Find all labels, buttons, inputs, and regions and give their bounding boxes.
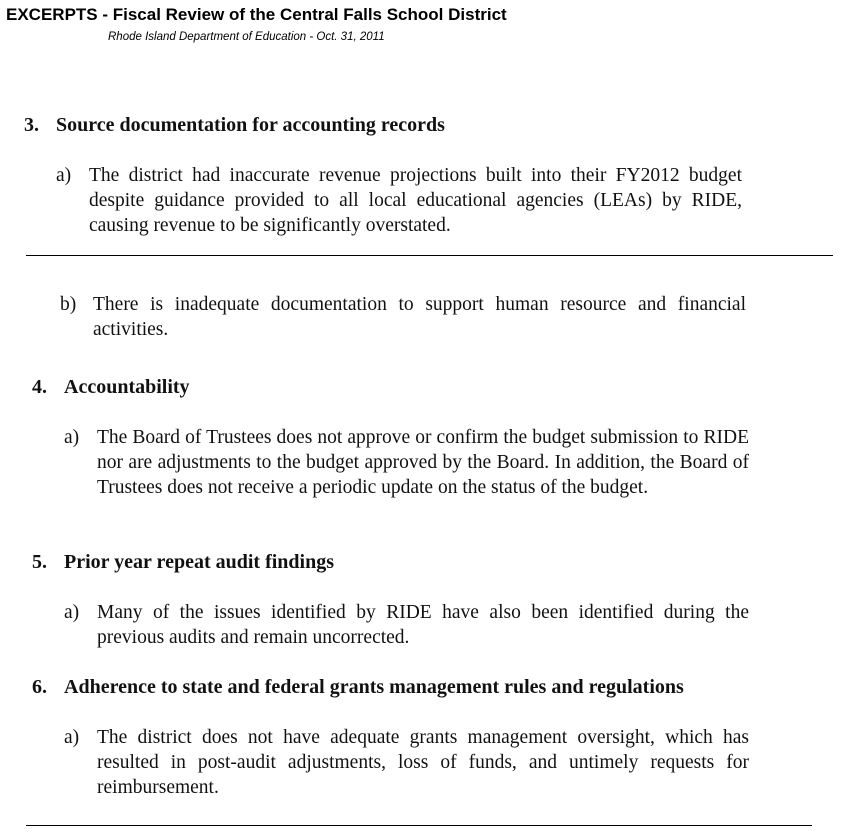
item-text: The district does not have adequate grants management oversight, which has resulted in post-audit adjustments, loss of funds, and untimely requests for reimbursement.	[97, 727, 749, 798]
section-number: 3.	[24, 114, 39, 136]
item-text: Many of the issues identified by RIDE have also been identified during the previous audits and remain uncorrected.	[97, 602, 749, 648]
list-item	[64, 725, 749, 800]
page-subtitle: Rhode Island Department of Education - Oct. 31, 2011	[108, 31, 385, 43]
item-letter: b)	[60, 294, 77, 315]
section-number: 5.	[32, 551, 47, 573]
section-number: 4.	[32, 376, 47, 398]
section-title: Prior year repeat audit findings	[64, 551, 334, 573]
item-letter: a)	[64, 727, 80, 748]
list-item	[64, 425, 749, 500]
section-3-heading	[24, 114, 445, 137]
list-item	[60, 292, 746, 342]
section-number: 6.	[32, 676, 47, 698]
page-title: EXCERPTS - Fiscal Review of the Central Falls School District	[6, 5, 507, 24]
item-text: There is inadequate documentation to support human resource and financial activities.	[93, 294, 746, 340]
item-letter: a)	[64, 602, 80, 623]
item-letter: a)	[56, 165, 72, 186]
section-4-heading	[32, 376, 190, 399]
section-title: Source documentation for accounting records	[56, 114, 445, 136]
section-title: Adherence to state and federal grants management rules and regulations	[64, 676, 684, 698]
section-5-heading	[32, 551, 334, 574]
item-letter: a)	[64, 427, 80, 448]
list-item	[56, 163, 742, 238]
section-title: Accountability	[64, 376, 190, 398]
item-text: The Board of Trustees does not approve or confirm the budget submission to RIDE nor are adjustments to the budget approved by the Board. In addition, the Board of Trustees does not receive a periodic update on the status of the budget.	[97, 427, 749, 498]
item-text: The district had inaccurate revenue projections built into their FY2012 budget despite guidance provided to all local educational agencies (LEAs) by RIDE, causing revenue to be significantly overstated.	[89, 165, 742, 236]
page-break-rule	[26, 255, 833, 256]
bottom-rule	[26, 825, 812, 826]
list-item	[64, 600, 749, 650]
section-6-heading	[32, 676, 684, 699]
